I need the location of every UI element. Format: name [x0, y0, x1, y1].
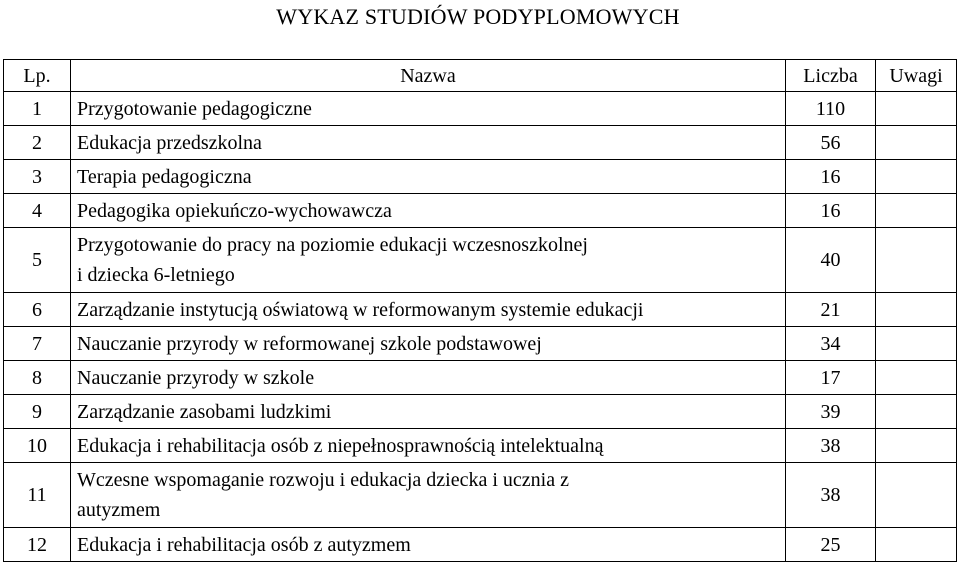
table-row [4, 228, 957, 293]
table-row [4, 361, 957, 395]
row-count: 16 [786, 194, 876, 228]
row-name-line: Terapia pedagogiczna [77, 165, 252, 188]
row-name [71, 160, 786, 194]
row-name-line: Przygotowanie do pracy na poziomie edukacji wczesnoszkolnej [77, 234, 588, 256]
row-name [71, 293, 786, 327]
column-header-name: Nazwa [71, 60, 786, 92]
row-number: 4 [4, 194, 71, 228]
row-notes [876, 194, 957, 228]
row-name [71, 228, 786, 293]
table-row [4, 194, 957, 228]
row-name-line: Pedagogika opiekuńczo-wychowawcza [77, 199, 392, 222]
row-name-line: Wczesne wspomaganie rozwoju i edukacja dziecka i ucznia z [77, 469, 569, 491]
row-count: 34 [786, 327, 876, 361]
row-name-line: i dziecka 6-letniego [77, 264, 235, 286]
row-notes [876, 361, 957, 395]
row-number: 10 [4, 429, 71, 463]
row-number: 11 [4, 463, 71, 528]
row-number: 8 [4, 361, 71, 395]
document-title [0, 4, 960, 30]
row-name [71, 361, 786, 395]
row-number: 2 [4, 126, 71, 160]
row-name-line: Edukacja i rehabilitacja osób z autyzmem [77, 533, 411, 556]
table-row [4, 429, 957, 463]
table-row [4, 463, 957, 528]
row-number: 3 [4, 160, 71, 194]
row-name-line: Zarządzanie zasobami ludzkimi [77, 400, 332, 423]
row-number: 1 [4, 92, 71, 126]
row-number: 7 [4, 327, 71, 361]
table-row [4, 92, 957, 126]
row-notes [876, 327, 957, 361]
row-name-line: Nauczanie przyrody w szkole [77, 366, 315, 389]
row-count: 40 [786, 228, 876, 293]
header-row [4, 60, 957, 92]
row-count: 38 [786, 429, 876, 463]
row-notes [876, 395, 957, 429]
row-name [71, 429, 786, 463]
row-number: 12 [4, 528, 71, 562]
table-row [4, 126, 957, 160]
row-name [71, 92, 786, 126]
table-header [4, 60, 957, 92]
row-name [71, 395, 786, 429]
table-row [4, 395, 957, 429]
table-row [4, 327, 957, 361]
column-header-notes: Uwagi [876, 60, 957, 92]
row-name-line: autyzmem [77, 499, 161, 521]
document-title-text: WYKAZ STUDIÓW PODYPLOMOWYCH [276, 4, 680, 29]
row-name [71, 463, 786, 528]
row-name [71, 126, 786, 160]
studies-table [3, 59, 957, 562]
row-number: 6 [4, 293, 71, 327]
row-count: 17 [786, 361, 876, 395]
row-number: 9 [4, 395, 71, 429]
table-row [4, 160, 957, 194]
row-name [71, 528, 786, 562]
table-row [4, 293, 957, 327]
column-header-no: Lp. [4, 60, 71, 92]
row-count: 39 [786, 395, 876, 429]
table-body [4, 92, 957, 562]
row-count: 56 [786, 126, 876, 160]
row-notes [876, 429, 957, 463]
row-name-line: Edukacja i rehabilitacja osób z niepełnosprawnością intelektualną [77, 434, 604, 457]
row-count: 21 [786, 293, 876, 327]
row-notes [876, 126, 957, 160]
column-header-count: Liczba [786, 60, 876, 92]
row-notes [876, 160, 957, 194]
row-name-line: Zarządzanie instytucją oświatową w reformowanym systemie edukacji [77, 298, 644, 321]
row-count: 25 [786, 528, 876, 562]
row-number: 5 [4, 228, 71, 293]
row-name [71, 194, 786, 228]
row-name-line: Edukacja przedszkolna [77, 131, 262, 154]
row-count: 38 [786, 463, 876, 528]
row-name [71, 327, 786, 361]
row-count: 16 [786, 160, 876, 194]
row-notes [876, 228, 957, 293]
row-count: 110 [786, 92, 876, 126]
row-notes [876, 463, 957, 528]
row-notes [876, 92, 957, 126]
row-notes [876, 528, 957, 562]
row-name-line: Przygotowanie pedagogiczne [77, 97, 312, 120]
row-notes [876, 293, 957, 327]
table-row [4, 528, 957, 562]
row-name-line: Nauczanie przyrody w reformowanej szkole podstawowej [77, 332, 542, 355]
